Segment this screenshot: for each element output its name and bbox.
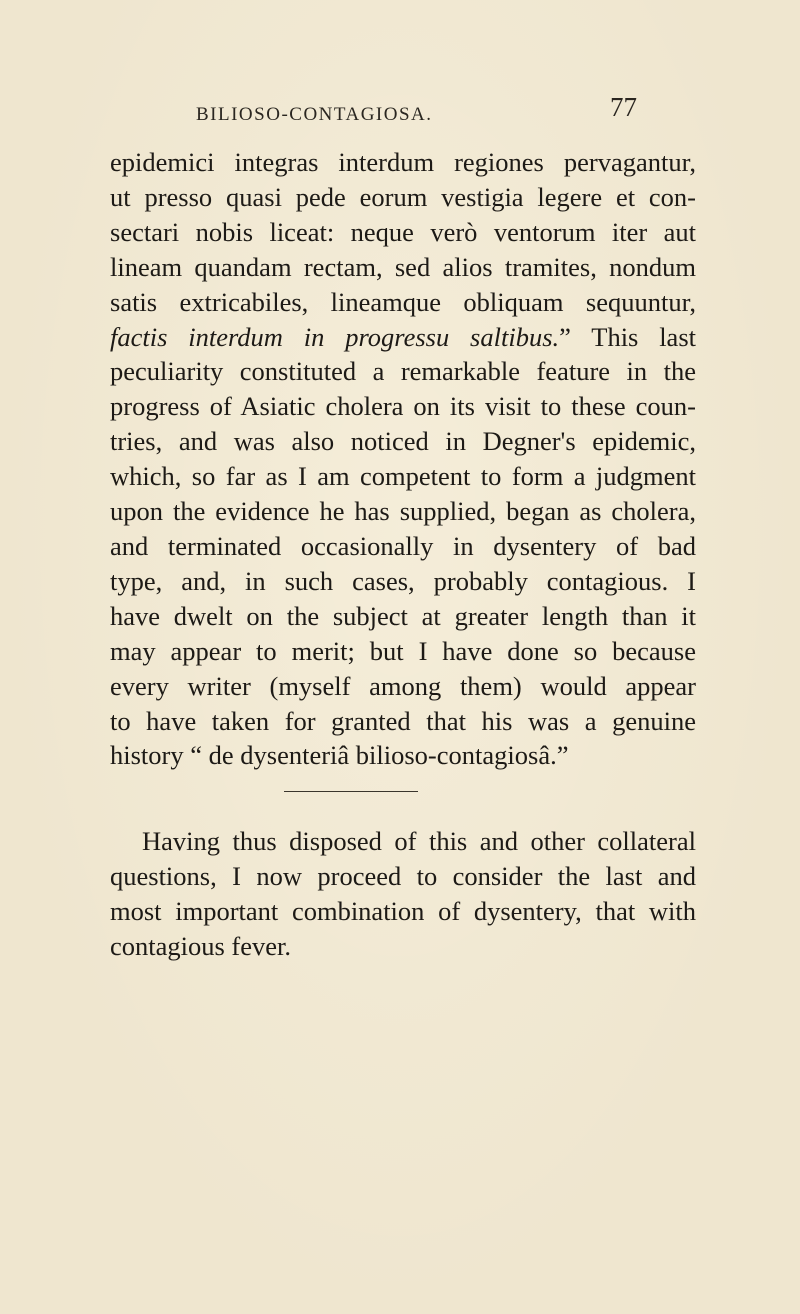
text-line: history “ de dysenteriâ bilioso-contagiosâ.” (110, 740, 569, 771)
paragraph-1 (110, 145, 696, 773)
text-line: and terminated occasionally in dysentery of bad (110, 530, 696, 561)
text-fragment: ” This last (559, 321, 696, 352)
latin-quote-italic: factis interdum in progressu saltibus. (110, 321, 560, 352)
text-line: have dwelt on the subject at greater length than it (110, 600, 696, 631)
text-line: Having thus disposed of this and other collateral (142, 826, 696, 856)
text-line: lineam quandam rectam, sed alios tramites, nondum (110, 251, 696, 282)
text-line: sectari nobis liceat: neque verò ventorum iter aut (110, 216, 696, 247)
text-line: questions, I now proceed to consider the last and (110, 861, 696, 891)
text-line: every writer (myself among them) would appear (110, 670, 696, 701)
page-number: 77 (610, 92, 637, 122)
text-line: which, so far as I am competent to form a judgment (110, 461, 696, 492)
text-line: may appear to merit; but I have done so because (110, 635, 696, 666)
text-line: most important combination of dysentery, that with (110, 896, 696, 926)
text-line: to have taken for granted that his was a genuine (110, 705, 696, 736)
running-title: BILIOSO-CONTAGIOSA. (196, 104, 433, 125)
text-line: satis extricabiles, lineamque obliquam sequuntur, (110, 286, 696, 317)
text-line: type, and, in such cases, probably contagious. I (110, 565, 696, 596)
text-line: progress of Asiatic cholera on its visit to these coun- (110, 391, 696, 422)
text-line: tries, and was also noticed in Degner's epidemic, (110, 426, 696, 457)
section-divider (284, 791, 418, 792)
text-line: epidemici integras interdum regiones pervagantur, (110, 147, 696, 177)
text-line: upon the evidence he has supplied, began as cholera, (110, 496, 696, 527)
text-line: ut presso quasi pede eorum vestigia legere et con- (110, 181, 696, 212)
text-line: peculiarity constituted a remarkable feature in the (110, 356, 696, 387)
paragraph-2 (110, 824, 696, 964)
text-line: contagious fever. (110, 931, 292, 961)
text-line-mixed (110, 320, 696, 355)
